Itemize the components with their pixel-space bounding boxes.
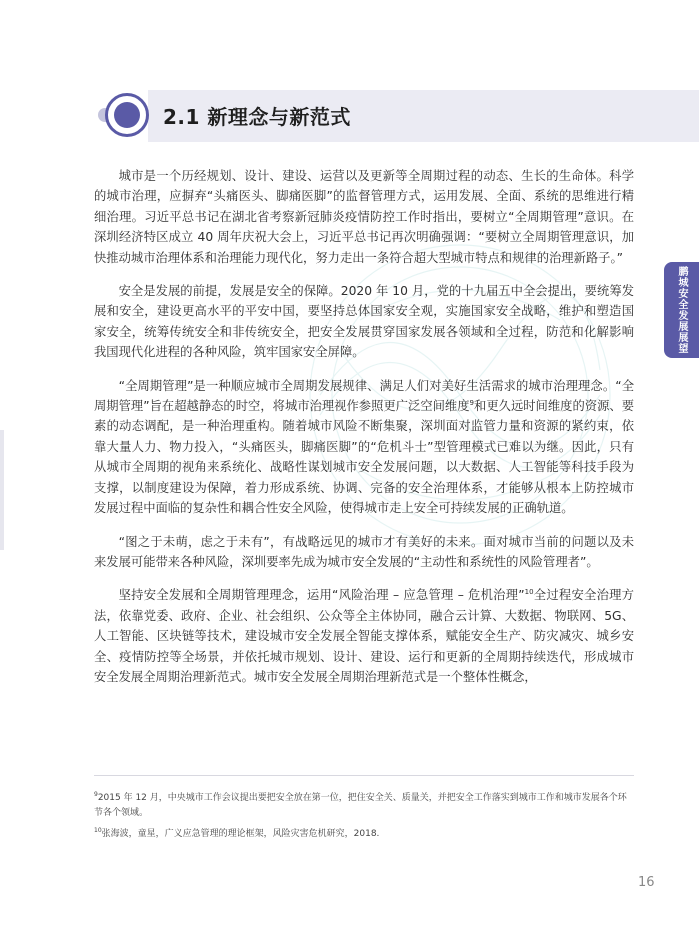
- paragraph-1: 城市是一个历经规划、设计、建设、运营以及更新等全周期过程的动态、生长的生命体。科学的城市治理，应摒弃“头痛医头、脚痛医脚”的监督管理方式，运用发展、全面、系统的思维进行精细治理。习近平总书记在湖北省考察新冠肺炎疫情防控工作时指出，要树立“全周期管理”意识。在深圳经济特区成立 40 周年庆祝大会上，习近平总书记再次明确强调：“要树立全周期管理意识，加快推动城市治理体系和治理能力现代化，努力走出一条符合超大型城市特点和规律的治理新路子。”: [94, 169, 634, 265]
- footnote-ref-10[interactable]: 10: [524, 588, 534, 597]
- body-text: [94, 166, 634, 700]
- paragraph-5-part-2: 全过程安全治理方法，依靠党委、政府、企业、社会组织、公众等全主体协同，融合云计算、大数据、物联网、5G、人工智能、区块链等技术，建设城市安全发展全智能支撑体系，赋能安全生产、防灾减灾、城乡安全、疫情防控等全场景，并依托城市规划、设计、建设、运行和更新的全周期持续迭代，形成城市安全发展全周期治理新范式。城市安全发展全周期治理新范式是一个整体性概念，: [94, 588, 634, 684]
- page-edge-decoration: [0, 430, 4, 550]
- footnote-10-text: 张海波，童星，广义应急管理的理论框架，风险灾害危机研究，2018.: [101, 829, 380, 839]
- footnote-divider: [94, 775, 634, 776]
- chapter-side-tab[interactable]: 鹏城安全发展展望: [664, 262, 699, 358]
- paragraph-3-part-1: “全周期管理”是一种顺应城市全周期发展规律、满足人们对美好生活需求的城市治理理念。“全周期管理”旨在超越静态的时空，将城市治理视作参照更广泛空间维度: [94, 378, 634, 414]
- paragraph-5: [94, 585, 634, 687]
- footnote-10: [94, 823, 634, 842]
- section-title: [163, 101, 351, 130]
- footnote-mark-9: 9: [94, 791, 98, 798]
- heading-circle-icon: [105, 93, 149, 137]
- footnote-9-text: 2015 年 12 月，中央城市工作会议提出要把安全放在第一位，把住安全关、质量关，并把安全工作落实到城市工作和城市发展各个环节各个领域。: [94, 793, 627, 818]
- page-number: 16: [638, 875, 655, 890]
- paragraph-3: [94, 376, 634, 519]
- footnote-ref-9[interactable]: 9: [469, 398, 475, 407]
- footnotes: [94, 787, 634, 844]
- section-title-text: 新理念与新范式: [207, 105, 351, 129]
- section-number: 2.1: [163, 105, 200, 129]
- footnote-mark-10: 10: [94, 827, 102, 834]
- footnote-9: [94, 787, 634, 821]
- paragraph-3-part-2: 和更久远时间维度的资源、要素的动态调配，是一种治理重构。随着城市风险不断集聚，深圳面对监管力量和资源的紧约束，依靠大量人力、物力投入，“头痛医头，脚痛医脚”的“危机斗士”型管理模式已难以为继。因此，只有从城市全周期的视角来系统化、战略性谋划城市安全发展问题，以大数据、人工智能等科技手段为支撑，以制度建设为保障，着力形成系统、协调、完备的安全治理体系，才能够从根本上防控城市发展过程中面临的复杂性和耦合性安全风险，使得城市走上安全可持续发展的正确轨道。: [94, 399, 634, 516]
- paragraph-2: 安全是发展的前提，发展是安全的保障。2020 年 10 月，党的十九届五中全会提出，要统筹发展和安全，建设更高水平的平安中国，要坚持总体国家安全观，实施国家安全战略，维护和塑造国家安全，统筹传统安全和非传统安全，把安全发展贯穿国家发展各领域和全过程，防范和化解影响我国现代化进程的各种风险，筑牢国家安全屏障。: [94, 284, 634, 360]
- paragraph-5-part-1: 坚持安全发展和全周期管理理念，运用“风险治理 – 应急管理 – 危机治理”: [118, 588, 525, 603]
- paragraph-4: “图之于未萌，虑之于未有”，有战略远见的城市才有美好的未来。面对城市当前的问题以及未来发展可能带来各种风险，深圳要率先成为城市安全发展的“主动性和系统性的风险管理者”。: [94, 534, 634, 569]
